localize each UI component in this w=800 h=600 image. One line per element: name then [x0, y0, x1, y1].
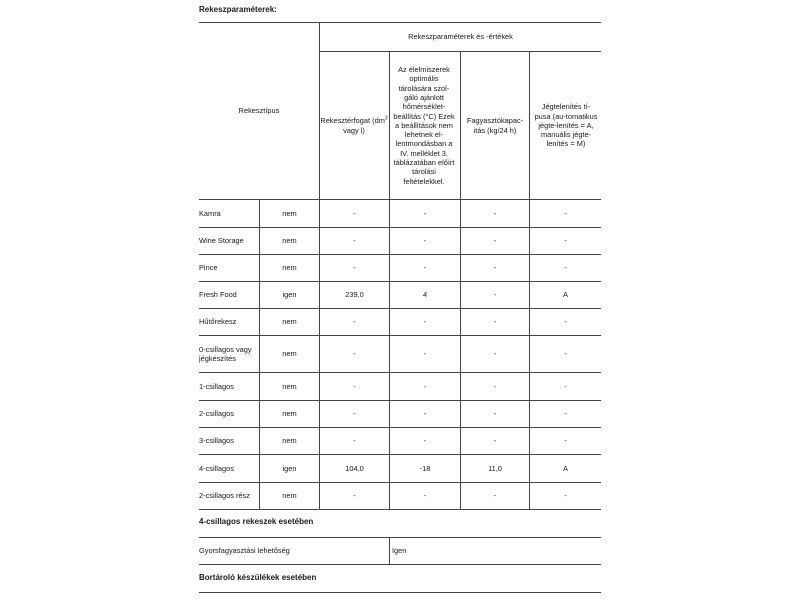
row-volume-cell: - — [353, 236, 356, 246]
row-present-cell: igen — [282, 463, 297, 473]
row-temperature-cell: - — [423, 208, 427, 218]
column-header-defrost-type: Jégtelenítés tí-pusa (au-tomatikus jégte-lenítés = A, manuális jégte-lenítés = M) — [534, 102, 598, 149]
row-defrost-cell: - — [564, 409, 567, 419]
table-rule — [199, 308, 601, 309]
row-temperature-cell: - — [423, 263, 427, 273]
table-rule — [199, 537, 601, 538]
row-temperature-cell: - — [423, 349, 427, 359]
row-freezing-cell: - — [493, 236, 497, 246]
table-rule — [199, 335, 601, 336]
row-volume-cell: - — [353, 208, 356, 218]
row-freezing-cell: - — [493, 208, 497, 218]
table-rule — [199, 482, 601, 483]
table-rule — [259, 199, 260, 509]
row-freezing-cell: - — [493, 436, 497, 446]
four-star-section-title: 4-csillagos rekeszek esetében — [199, 517, 314, 526]
row-volume-cell: - — [353, 491, 356, 501]
row-temperature-cell: - — [423, 491, 427, 501]
fast-freeze-value: Igen — [392, 545, 407, 555]
row-type-cell: Fresh Food — [199, 290, 237, 300]
row-volume-cell: - — [353, 436, 356, 446]
table-rule — [199, 509, 601, 510]
row-present-cell: nem — [282, 263, 297, 273]
row-freezing-cell: - — [493, 317, 497, 327]
row-present-cell: igen — [282, 290, 297, 300]
row-defrost-cell: - — [564, 236, 567, 246]
row-temperature-cell: -18 — [419, 463, 431, 473]
row-type-cell: Kamra — [199, 208, 221, 218]
table-rule — [199, 592, 601, 593]
section-title: Rekeszparaméterek: — [199, 5, 277, 14]
row-temperature-cell: - — [423, 317, 427, 327]
fast-freeze-label: Gyorsfagyasztási lehetőség — [199, 545, 290, 555]
row-present-cell: nem — [282, 381, 297, 391]
table-rule — [460, 51, 461, 509]
row-type-cell: 2-csillagos — [199, 409, 234, 419]
column-group-header: Rekeszparaméterek és -értékek — [408, 32, 513, 42]
row-freezing-cell: 11,0 — [488, 463, 502, 473]
row-defrost-cell: - — [564, 491, 567, 501]
row-present-cell: nem — [282, 491, 297, 501]
row-freezing-cell: - — [493, 381, 497, 391]
table-rule — [199, 22, 601, 23]
table-rule — [199, 199, 601, 200]
row-defrost-cell: A — [563, 463, 568, 473]
row-present-cell: nem — [282, 208, 297, 218]
column-header-freezing-capacity: Fagyasztókapac-itás (kg/24 h) — [466, 116, 524, 135]
row-freezing-cell: - — [493, 491, 497, 501]
row-defrost-cell: - — [564, 381, 567, 391]
row-type-cell: 3-csillagos — [199, 436, 234, 446]
row-defrost-cell: - — [564, 263, 567, 273]
table-rule — [389, 51, 390, 509]
table-rule — [199, 564, 601, 565]
row-type-cell: Wine Storage — [199, 236, 244, 246]
row-volume-cell: - — [353, 349, 356, 359]
column-header-temperature: Az élelmiszerek optimális tárolására szol-gáló ajánlott hőmérséklet-beállítás (°C) Ezek a beállítások nem lehetnek el-lentmondásban a IV. melléklet 3. táblázatában előírt tárolási feltételekkel. — [393, 65, 455, 186]
row-present-cell: nem — [282, 436, 297, 446]
table-rule — [199, 427, 601, 428]
table-rule — [199, 372, 601, 373]
row-freezing-cell: - — [493, 263, 497, 273]
row-defrost-cell: - — [564, 349, 567, 359]
row-present-cell: nem — [282, 317, 297, 327]
table-rule — [389, 537, 390, 564]
row-freezing-cell: - — [493, 290, 497, 300]
row-type-cell: Hűtőrekesz — [199, 317, 237, 327]
wine-section-title: Bortároló készülékek esetében — [199, 573, 317, 582]
row-volume-cell: - — [353, 263, 356, 273]
table-rule — [319, 22, 320, 509]
row-type-cell: 2-csillagos rész — [199, 491, 250, 501]
row-type-cell: 1-csillagos — [199, 381, 234, 391]
row-freezing-cell: - — [493, 409, 497, 419]
table-rule — [529, 51, 530, 509]
table-rule — [199, 400, 601, 401]
row-present-cell: nem — [282, 349, 297, 359]
row-freezing-cell: - — [493, 349, 497, 359]
column-header-volume: Rekesztérfogat ($dm^3$ vagy l) — [320, 115, 388, 135]
row-present-cell: nem — [282, 236, 297, 246]
row-defrost-cell: - — [564, 436, 567, 446]
table-rule — [199, 454, 601, 455]
row-type-header: Rekesztípus — [238, 106, 280, 116]
row-defrost-cell: A — [563, 290, 568, 300]
row-defrost-cell: - — [564, 317, 567, 327]
row-temperature-cell: - — [423, 236, 427, 246]
row-temperature-cell: - — [423, 436, 427, 446]
row-temperature-cell: 4 — [422, 290, 428, 300]
table-rule — [199, 281, 601, 282]
row-type-cell: 0-csillagos vagy jégkészítés — [199, 344, 252, 363]
row-volume-cell: - — [353, 409, 356, 419]
row-type-cell: 4-csillagos — [199, 463, 234, 473]
table-rule — [199, 254, 601, 255]
row-volume-cell: 239,0 — [345, 290, 364, 300]
row-present-cell: nem — [282, 409, 297, 419]
row-temperature-cell: - — [423, 409, 427, 419]
row-volume-cell: 104,0 — [345, 463, 364, 473]
row-defrost-cell: - — [564, 208, 567, 218]
row-volume-cell: - — [353, 317, 356, 327]
row-temperature-cell: - — [423, 381, 427, 391]
table-rule — [199, 227, 601, 228]
row-type-cell: Pince — [199, 263, 218, 273]
row-volume-cell: - — [353, 381, 356, 391]
